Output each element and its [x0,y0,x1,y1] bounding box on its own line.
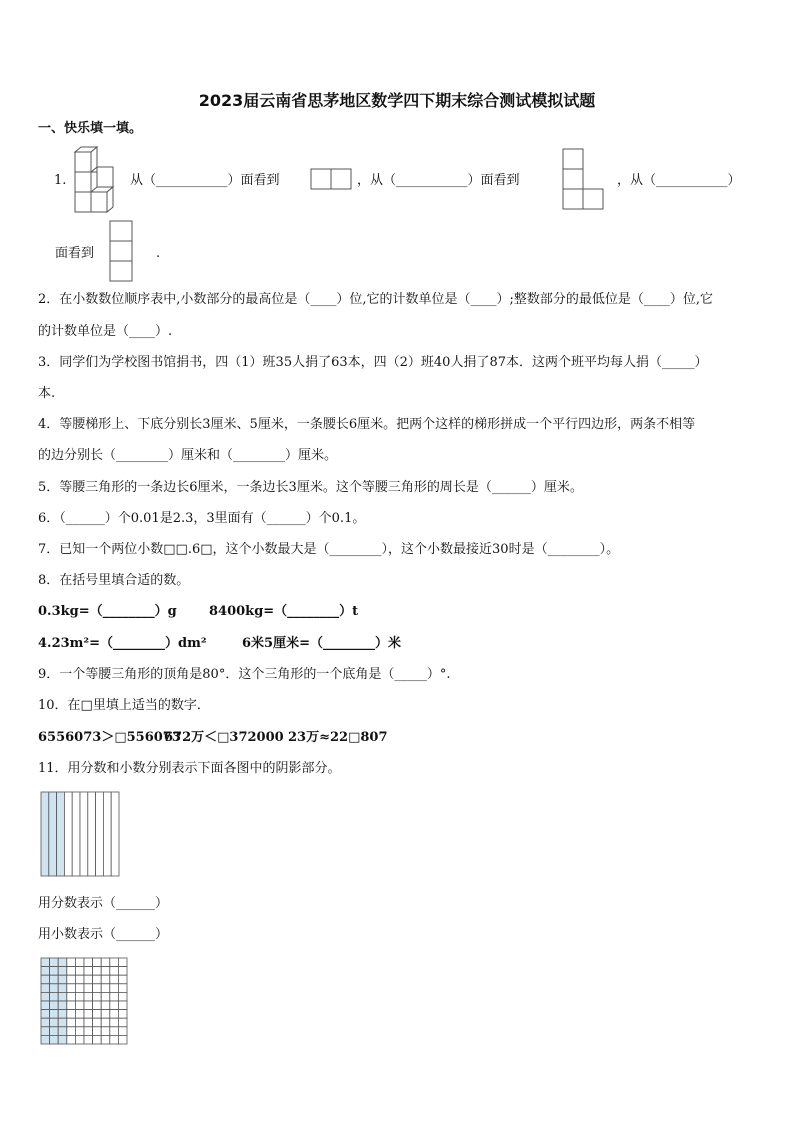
grid-cell [93,992,102,1001]
q2-line2: 的计数单位是（____）. [38,324,173,339]
shaded-strip [49,792,57,876]
q3-line1: 3．同学们为学校图书馆捐书，四（1）班35人捐了63本，四（2）班40人捐了87本．这两个班平均每人捐（_____） [38,355,708,370]
grid-cell [110,1010,119,1019]
shaded-cell [58,958,67,967]
grid-cell [67,1018,76,1027]
q8-item-c: 4.23m²=（________）dm² [38,636,207,651]
grid-cell [110,1027,119,1036]
grid-cell [101,958,110,967]
q8-item-a: 0.3kg=（________）g [38,604,177,619]
q10-item-b: 672万＜□372000 [164,730,284,745]
q10-item-c: 23万≈22□807 [288,730,388,745]
grid-cell [93,1027,102,1036]
grid-cell [84,1027,93,1036]
grid-cell [101,1010,110,1019]
shaded-cell [50,958,59,967]
hundred-grid-figure [40,957,130,1047]
q5-text: 5．等腰三角形的一条边长6厘米，一条边长3厘米。这个等腰三角形的周长是（______）厘米。 [38,480,583,495]
grid-cell [110,992,119,1001]
q1-number: 1. [54,173,67,188]
grid-cell [75,992,84,1001]
section-heading: 一、快乐填一填。 [38,121,143,136]
grid-cell [110,975,119,984]
grid-cell [101,1001,110,1010]
grid-cell [75,1010,84,1019]
grid-cell [101,984,110,993]
grid-cell [118,1001,127,1010]
grid-cell [101,1027,110,1036]
grid-cell [84,984,93,993]
strip-figure [40,791,122,879]
grid-cell [118,967,127,976]
top-view-figure [109,220,135,284]
shaded-cell [50,975,59,984]
shaded-cell [41,1001,50,1010]
q8-item-d: 6米5厘米=（________）米 [242,636,401,651]
shaded-cell [50,984,59,993]
grid-cell [110,1001,119,1010]
front-view-figure [310,168,354,190]
grid-cell [93,958,102,967]
grid-cell [118,958,127,967]
grid-cell [110,1035,119,1044]
grid-cell [75,1018,84,1027]
grid-cell [93,975,102,984]
grid-cell [67,1001,76,1010]
grid-cell [67,984,76,993]
q4-line1: 4．等腰梯形上、下底分别长3厘米、5厘米，一条腰长6厘米。把两个这样的梯形拼成一个平行四边形，两条不相等 [38,417,696,432]
grid-cell [110,967,119,976]
grid-cell [75,1027,84,1036]
grid-cell [118,984,127,993]
shaded-cell [58,975,67,984]
q1-part-b: ，从（___________）面看到 [357,173,520,188]
grid-cell [67,958,76,967]
side-view-figure [562,148,606,212]
grid-cell [75,967,84,976]
shaded-cell [41,1018,50,1027]
q1-part-c: ，从（___________） [617,173,741,188]
grid-cell [101,1018,110,1027]
strip [64,792,72,876]
grid-cell [84,958,93,967]
strip [111,792,119,876]
shaded-cell [41,1027,50,1036]
shaded-cell [58,1010,67,1019]
grid-cell [118,1010,127,1019]
grid-cell [110,984,119,993]
shaded-cell [41,958,50,967]
grid-cell [67,967,76,976]
grid-cell [93,984,102,993]
grid-cell [67,1027,76,1036]
shaded-cell [41,984,50,993]
q1-part-a: 从（___________）面看到 [130,173,280,188]
cube-stack-figure [72,146,120,214]
grid-cell [93,1001,102,1010]
grid-cell [75,984,84,993]
shaded-cell [58,984,67,993]
q7-text: 7．已知一个两位小数□□.6□，这个小数最大是（________），这个小数最接近30时是（________）。 [38,542,620,557]
shaded-cell [41,967,50,976]
grid-cell [84,992,93,1001]
grid-cell [84,1010,93,1019]
q11-fraction-label: 用分数表示（______） [38,896,169,911]
grid-cell [93,1018,102,1027]
shaded-cell [41,992,50,1001]
strip [88,792,96,876]
shaded-cell [50,967,59,976]
grid-cell [84,1001,93,1010]
grid-cell [118,992,127,1001]
shaded-cell [50,1018,59,1027]
shaded-strip [41,792,49,876]
grid-cell [75,975,84,984]
page-title: 2023届云南省思茅地区数学四下期末综合测试模拟试题 [198,91,596,110]
grid-cell [118,1035,127,1044]
shaded-cell [58,1027,67,1036]
shaded-cell [58,967,67,976]
grid-cell [84,1035,93,1044]
grid-cell [75,1035,84,1044]
shaded-cell [50,1027,59,1036]
shaded-cell [58,1035,67,1044]
grid-cell [110,1018,119,1027]
shaded-cell [50,1010,59,1019]
grid-cell [101,1035,110,1044]
grid-cell [101,992,110,1001]
shaded-cell [58,1018,67,1027]
shaded-cell [41,1010,50,1019]
q9-text: 9．一个等腰三角形的顶角是80°．这个三角形的一个底角是（_____）°. [38,667,451,682]
shaded-cell [50,1035,59,1044]
shaded-cell [58,1001,67,1010]
strip [72,792,80,876]
grid-cell [101,967,110,976]
grid-cell [67,975,76,984]
grid-cell [93,967,102,976]
grid-cell [84,1018,93,1027]
grid-cell [67,1035,76,1044]
strip [80,792,88,876]
q4-line2: 的边分别长（________）厘米和（________）厘米。 [38,448,338,463]
grid-cell [67,992,76,1001]
grid-cell [118,1027,127,1036]
q11-title: 11．用分数和小数分别表示下面各图中的阴影部分。 [38,761,341,776]
grid-cell [75,1001,84,1010]
shaded-strip [57,792,65,876]
q6-text: 6．（______）个0.01是2.3，3里面有（______）个0.1。 [38,511,366,526]
q2-line1: 2．在小数数位顺序表中,小数部分的最高位是（____）位,它的计数单位是（____）;整数部分的最低位是（____）位,它 [38,292,714,307]
grid-cell [67,1010,76,1019]
strip [96,792,104,876]
grid-cell [101,975,110,984]
q1-end: . [156,246,161,261]
strip [103,792,111,876]
shaded-cell [41,975,50,984]
q10-title: 10．在□里填上适当的数字． [38,698,210,713]
grid-cell [84,975,93,984]
grid-cell [110,958,119,967]
shaded-cell [41,1035,50,1044]
q11-decimal-label: 用小数表示（______） [38,927,169,942]
grid-cell [93,1010,102,1019]
grid-cell [75,958,84,967]
q8-item-b: 8400kg=（________）t [209,604,359,619]
shaded-cell [50,992,59,1001]
q1-part-d: 面看到 [55,246,95,261]
grid-cell [84,967,93,976]
q10-item-a: 6556073＞□556073 [38,730,181,745]
shaded-cell [58,992,67,1001]
q3-line2: 本. [38,386,56,401]
grid-cell [118,975,127,984]
q8-title: 8．在括号里填合适的数。 [38,573,190,588]
grid-cell [93,1035,102,1044]
shaded-cell [50,1001,59,1010]
grid-cell [118,1018,127,1027]
